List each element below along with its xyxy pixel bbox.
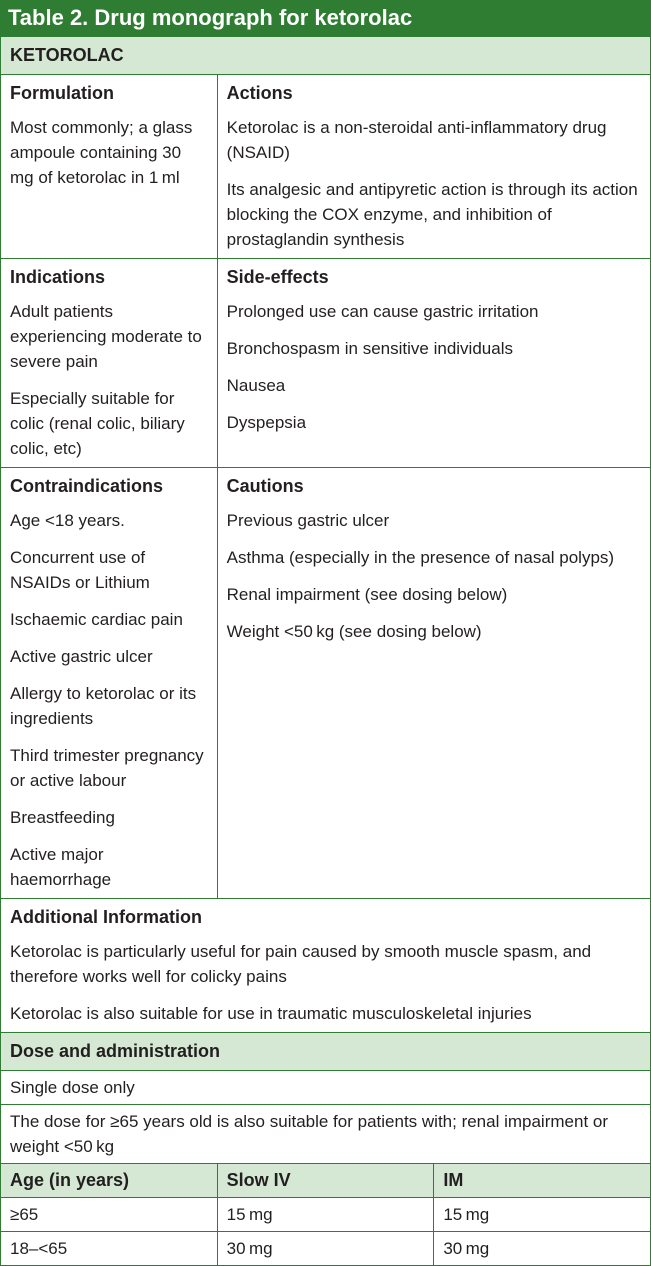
additional-info-text: Ketorolac is particularly useful for pain caused by smooth muscle spasm, and therefore works well for colicky pains xyxy=(10,942,592,986)
column-header-age: Age (in years) xyxy=(1,1164,218,1198)
cautions-cell xyxy=(217,468,650,899)
side-effects-text: Dyspepsia xyxy=(226,413,307,432)
additional-info-heading: Additional Information xyxy=(10,907,202,927)
cautions-text: Previous gastric ulcer xyxy=(226,511,390,530)
contraindications-text: Active major haemorrhage xyxy=(10,845,112,889)
additional-info-cell xyxy=(1,899,651,1033)
additional-info-text: Ketorolac is also suitable for use in traumatic musculoskeletal injuries xyxy=(10,1004,532,1023)
im-cell: 30 mg xyxy=(434,1232,651,1266)
dose-heading: Dose and administration xyxy=(1,1033,651,1071)
dose-table-header xyxy=(1,1164,651,1198)
monograph-table xyxy=(0,36,651,1266)
actions-heading: Actions xyxy=(226,83,293,103)
cautions-text: Renal impairment (see dosing below) xyxy=(226,585,508,604)
cautions-text: Weight <50 kg (see dosing below) xyxy=(226,622,482,641)
contraindications-text: Ischaemic cardiac pain xyxy=(10,610,183,629)
formulation-cell xyxy=(1,75,218,259)
actions-cell xyxy=(217,75,650,259)
table-title: Table 2. Drug monograph for ketorolac xyxy=(0,0,651,36)
additional-info-row xyxy=(1,899,651,1033)
side-effects-cell xyxy=(217,259,650,468)
indications-text: Especially suitable for colic (renal colic, biliary colic, etc) xyxy=(10,389,185,458)
contraindications-text: Age <18 years. xyxy=(10,511,125,530)
indications-heading: Indications xyxy=(10,267,106,287)
single-dose-row xyxy=(1,1071,651,1105)
actions-text: Ketorolac is a non-steroidal anti-inflammatory drug (NSAID) xyxy=(226,118,607,162)
dose-heading-row xyxy=(1,1033,651,1071)
age-cell: 18–<65 xyxy=(1,1232,218,1266)
side-effects-text: Bronchospasm in sensitive individuals xyxy=(226,339,513,358)
contraindications-text: Concurrent use of NSAIDs or Lithium xyxy=(10,548,150,592)
column-header-im: IM xyxy=(434,1164,651,1198)
dose-note-text: The dose for ≥65 years old is also suitable for patients with; renal impairment or weight <50 kg xyxy=(1,1105,651,1164)
age-cell: ≥65 xyxy=(1,1198,218,1232)
dose-note-row xyxy=(1,1105,651,1164)
column-header-slow-iv: Slow IV xyxy=(217,1164,434,1198)
side-effects-text: Nausea xyxy=(226,376,286,395)
drug-name-row xyxy=(1,37,651,75)
im-cell: 15 mg xyxy=(434,1198,651,1232)
cautions-heading: Cautions xyxy=(226,476,304,496)
formulation-actions-row xyxy=(1,75,651,259)
slow-iv-cell: 30 mg xyxy=(217,1232,434,1266)
contraindications-cell xyxy=(1,468,218,899)
formulation-heading: Formulation xyxy=(10,83,114,103)
indications-cell xyxy=(1,259,218,468)
formulation-text: Most commonly; a glass ampoule containing 30 mg of ketorolac in 1 ml xyxy=(10,118,193,187)
table-row xyxy=(1,1232,651,1266)
table-row xyxy=(1,1198,651,1232)
actions-text: Its analgesic and antipyretic action is through its action blocking the COX enzyme, and inhibition of prostaglandin synthesis xyxy=(226,180,638,249)
drug-name: KETOROLAC xyxy=(1,37,651,75)
side-effects-heading: Side-effects xyxy=(226,267,329,287)
cautions-text: Asthma (especially in the presence of nasal polyps) xyxy=(226,548,615,567)
contraindications-cautions-row xyxy=(1,468,651,899)
contraindications-heading: Contraindications xyxy=(10,476,164,496)
contraindications-text: Breastfeeding xyxy=(10,808,115,827)
contraindications-text: Allergy to ketorolac or its ingredients xyxy=(10,684,197,728)
single-dose-text: Single dose only xyxy=(1,1071,651,1105)
slow-iv-cell: 15 mg xyxy=(217,1198,434,1232)
indications-text: Adult patients experiencing moderate to severe pain xyxy=(10,302,202,371)
indications-sideeffects-row xyxy=(1,259,651,468)
contraindications-text: Third trimester pregnancy or active labour xyxy=(10,746,204,790)
contraindications-text: Active gastric ulcer xyxy=(10,647,153,666)
side-effects-text: Prolonged use can cause gastric irritation xyxy=(226,302,539,321)
